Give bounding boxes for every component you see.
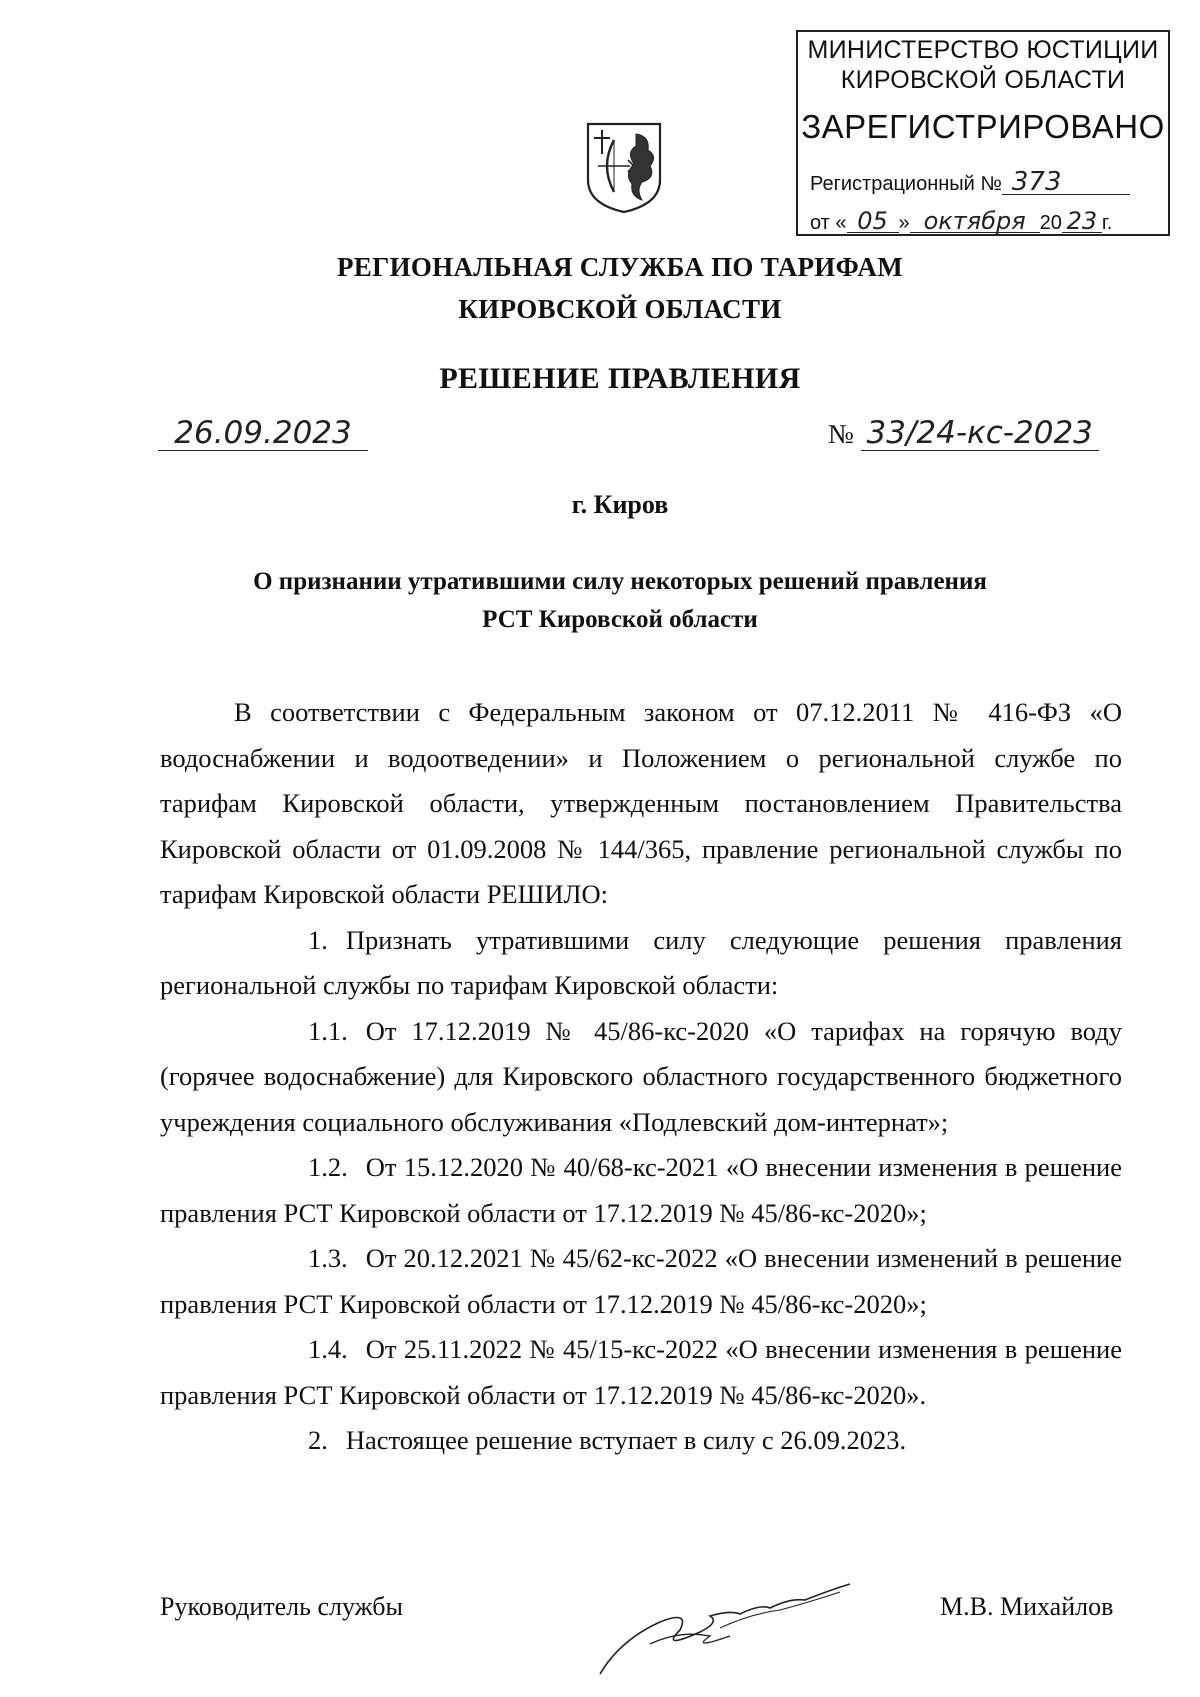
document-body [160,690,1122,1464]
agency-name-line1: РЕГИОНАЛЬНАЯ СЛУЖБА ПО ТАРИФАМ [337,252,903,282]
body-item-number: 1.1. [308,1015,348,1046]
body-item-number: 2. [308,1425,328,1455]
body-item-text: От 17.12.2019 № 45/86-кс-2020 «О тарифах на горячую воду (горячее водоснабжение) для Кировского областного государственного бюджетного учреждения социального обслуживания «Подлевский дом-интернат»; [160,1015,1122,1137]
stamp-date-year-unit: г. [1101,212,1113,234]
signer-title: Руководитель службы [160,1592,403,1621]
document-type: РЕШЕНИЕ ПРАВЛЕНИЯ [439,362,801,395]
body-item-text: От 25.11.2022 № 45/15-кс-2022 «О внесении изменения в решение правления РСТ Кировской области от 17.12.2019 № 45/86-кс-2020». [160,1334,1122,1410]
stamp-date-open-quote: « [835,212,847,234]
agency-name-line2: КИРОВСКОЙ ОБЛАСТИ [458,294,782,324]
signer-name: М.В. Михайлов [940,1592,1114,1621]
stamp-date-year-prefix: 20 [1039,212,1062,234]
stamp-registration-label: Регистрационный № [810,173,1002,195]
stamp-ministry-line1: МИНИСТЕРСТВО ЮСТИЦИИ [807,36,1159,64]
document-subject-line2: РСТ Кировской области [482,606,758,633]
body-item [160,1236,1122,1327]
handwritten-signature-icon [590,1570,880,1680]
document-number-label: № [828,419,854,449]
document-date: 26.09.2023 [158,416,368,451]
stamp-date-close-quote: » [898,212,910,234]
stamp-date-year-suffix: 23 [1062,210,1102,233]
stamp-date-prefix: от [810,212,830,234]
body-item-number: 1. [308,924,328,955]
stamp-registration-number-row [810,167,1130,197]
stamp-status: ЗАРЕГИСТРИРОВАНО [801,108,1165,145]
document-city: г. Киров [571,490,669,519]
body-item-number: 1.4. [308,1334,348,1364]
stamp-ministry-line2: КИРОВСКОЙ ОБЛАСТИ [840,66,1126,94]
body-item [160,1327,1122,1418]
body-item [160,918,1122,1009]
body-item-text: От 15.12.2020 № 40/68-кс-2021 «О внесении изменения в решение правления РСТ Кировской области от 17.12.2019 № 45/86-кс-2020»; [160,1152,1122,1228]
kirov-region-coat-of-arms-icon [584,120,664,216]
stamp-registration-number: 373 [1002,170,1130,195]
registration-stamp [796,30,1170,236]
body-item-number: 1.3. [308,1243,348,1273]
document-subject-line1: О признании утратившими силу некоторых решений правления [253,568,987,595]
stamp-date-day: 05 [847,210,899,233]
stamp-date-row [810,207,1113,235]
body-item-text: От 20.12.2021 № 45/62-кс-2022 «О внесении изменений в решение правления РСТ Кировской области от 17.12.2019 № 45/86-кс-2020»; [160,1243,1122,1319]
body-item [160,1145,1122,1236]
body-item [160,1418,1122,1464]
document-number: 33/24-кс-2023 [861,416,1099,451]
body-item-number: 1.2. [308,1152,348,1182]
stamp-date-month: октября [910,210,1040,233]
body-intro-paragraph: В соответствии с Федеральным законом от 07.12.2011 № 416-ФЗ «О водоснабжении и водоотведении» и Положением о региональной службе по тарифам Кировской области, утвержденным постановлением Правительства Кировской области от 01.09.2008 № 144/365, правление региональной службы по тарифам Кировской области РЕШИЛО: [160,697,1122,909]
body-item-text: Признать утратившими силу следующие решения правления региональной службы по тарифам Кировской области: [160,924,1122,1000]
body-item-text: Настоящее решение вступает в силу с 26.09.2023. [345,1425,907,1455]
body-item [160,1009,1122,1146]
document-number-row [828,416,1099,451]
